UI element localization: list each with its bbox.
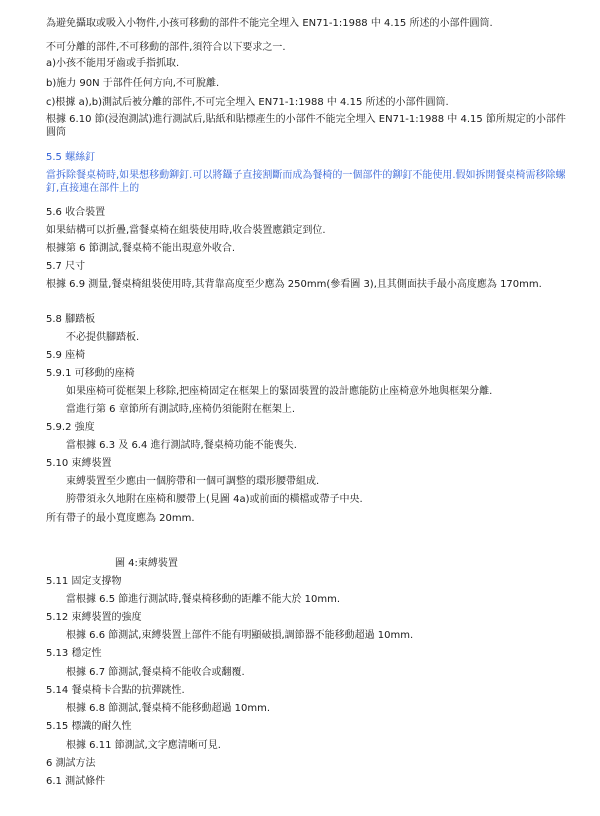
paragraph-line: 根據 6.8 節測試,餐桌椅不能移動超過 10mm.	[66, 703, 271, 714]
figure-caption: 圖 4:束縛裝置	[115, 558, 178, 569]
section-heading-5-6: 5.6 收合裝置	[46, 207, 106, 218]
section-heading-5-15: 5.15 標識的耐久性	[46, 721, 132, 732]
paragraph-line: 束縛裝置至少應由一個胯帶和一個可調整的環形腰帶組成.	[66, 476, 320, 487]
paragraph-line: 當進行第 6 章節所有測試時,座椅仍須能附在框架上.	[66, 404, 296, 415]
section-heading-5-11: 5.11 固定支撐物	[46, 576, 122, 587]
section-heading-5-8: 5.8 腳踏板	[46, 314, 96, 325]
paragraph-line: 根據 6.11 節測試,文字應清晰可見.	[66, 740, 221, 751]
paragraph-line: 所有帶子的最小寬度應為 20mm.	[46, 513, 195, 524]
paragraph-line: 當根據 6.5 節進行測試時,餐桌椅移動的距離不能大於 10mm.	[66, 594, 341, 605]
section-heading-5-9: 5.9 座椅	[46, 350, 86, 361]
list-item-c: c)根據 a),b)測試后被分離的部件,不可完全埋入 EN71-1:1988 中 4.15 所述的小部件圓筒.	[46, 97, 449, 108]
paragraph-line: 當根據 6.3 及 6.4 進行測試時,餐桌椅功能不能喪失.	[66, 440, 297, 451]
section-heading-6-1: 6.1 測試條件	[46, 776, 106, 787]
section-heading-5-12: 5.12 束縛裝置的強度	[46, 612, 142, 623]
paragraph: 根據 6.9 測量,餐桌椅組裝使用時,其背靠高度至少應為 250mm(參看圖 3),且其側面扶手最小高度應為 170mm.	[46, 279, 542, 290]
paragraph-line: 根據 6.6 節測試,束縛裝置上部件不能有明顯破損,調節器不能移動超過 10mm.	[66, 630, 414, 641]
paragraph-line: 如果結構可以折疊,當餐桌椅在組裝使用時,收合裝置應鎖定到位.	[46, 225, 326, 236]
list-item-b: b)施力 90N 于部件任何方向,不可脫離.	[46, 78, 220, 89]
section-heading-5-9-1: 5.9.1 可移動的座椅	[46, 368, 135, 379]
paragraph-line: 不必提供腳踏板.	[66, 332, 140, 343]
paragraph: 根據 6.10 節(浸泡測試)進行測試后,貼紙和貼標產生的小部件不能完全埋入 EN71-1:1988 中 4.15 節所規定的小部件圓筒	[46, 114, 566, 138]
section-heading-5-14: 5.14 餐桌椅卡合點的抗彈跳性.	[46, 685, 185, 696]
section-heading-5-9-2: 5.9.2 強度	[46, 422, 95, 433]
section-heading-5-10: 5.10 束縛裝置	[46, 458, 112, 469]
section-heading-5-7: 5.7 尺寸	[46, 261, 86, 272]
paragraph-line: 如果座椅可從框架上移除,把座椅固定在框架上的緊固裝置的設計應能防止座椅意外地與框架分離.	[66, 386, 493, 397]
list-item-a: a)小孩不能用牙齒或手指抓取.	[46, 58, 180, 69]
paragraph-line: 根據 6.7 節測試,餐桌椅不能收合或翻覆.	[66, 667, 245, 678]
paragraph-line: 根據第 6 節測試,餐桌椅不能出現意外收合.	[46, 243, 236, 254]
section-heading-6: 6 測試方法	[46, 758, 96, 769]
paragraph-line: 不可分離的部件,不可移動的部件,須符合以下要求之一.	[46, 42, 286, 53]
section-heading-5-5: 5.5 螺絲釘	[46, 152, 96, 163]
section-heading-5-13: 5.13 穩定性	[46, 648, 102, 659]
paragraph-line: 胯帶須永久地附在座椅和腰帶上(見圖 4a)或前面的橫檔或帶子中央.	[66, 494, 363, 505]
paragraph-line: 為避免攝取或吸入小物件,小孩可移動的部件不能完全埋入 EN71-1:1988 中 4.15 所述的小部件圓筒.	[46, 18, 493, 29]
paragraph-highlighted: 當拆除餐桌椅時,如果想移動鉚釘.可以將鑷子直接割斷而成為餐椅的一個部件的鉚釘不能使用.假如拆開餐桌椅需移除螺釘,直接連在部件上的	[46, 170, 566, 194]
